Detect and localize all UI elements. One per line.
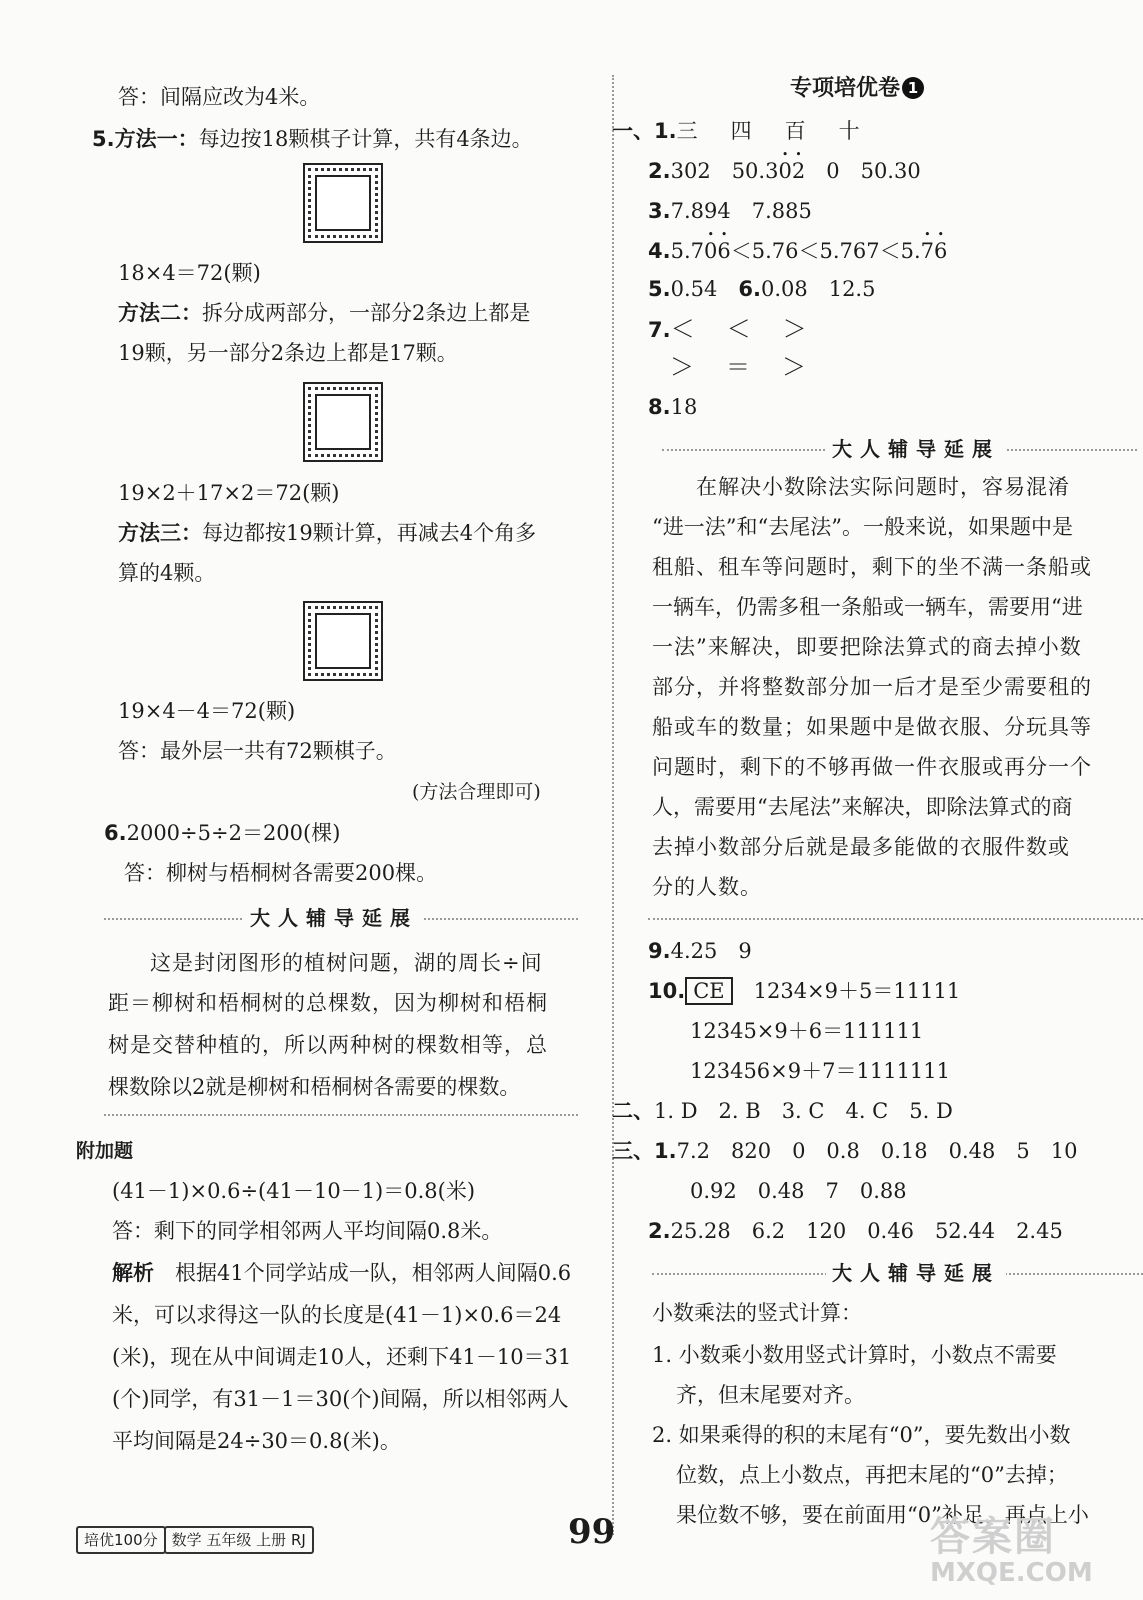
tip-text: 果位数不够，要在前面用“0”补足，再点上小 (676, 1503, 1089, 1527)
method-2-line: 方法二：拆分成两部分，一部分2条边上都是 (118, 301, 531, 325)
tip-text: “进一法”和“去尾法”。一般来说，如果题中是 (652, 515, 1073, 539)
tip-text: 位数，点上小数点，再把末尾的“0”去掉； (676, 1463, 1068, 1487)
analysis-line: (个)同学，有31－1＝30(个)间隔，所以相邻两人 (112, 1387, 569, 1411)
brand-tag: 培优100分 (76, 1526, 166, 1554)
extra-question-title: 附加题 (76, 1140, 134, 1162)
answer-line: 答：最外层一共有72颗棋子。 (118, 739, 397, 763)
analysis-line: 解析 根据41个同学站成一队，相邻两人间隔0.6 (112, 1261, 572, 1285)
q10-line: 123456×9＋7＝1111111 (690, 1059, 951, 1083)
tip-text: 人，需要用“去尾法”来解决，即除法算式的商 (652, 795, 1073, 819)
tip-text: 问题时，剩下的不够再做一件衣服或再分一个 (652, 755, 1092, 779)
part-3-q2: 2.25.28 6.2 120 0.46 52.44 2.45 (648, 1219, 1063, 1243)
analysis-line: (米)，现在从中间调走10人，还剩下41－10＝31 (112, 1345, 572, 1369)
method-3-line: 方法三：每边都按19颗计算，再减去4个角多 (118, 521, 537, 545)
tip-text: 去掉小数部分后就是最多能做的衣服件数或 (652, 835, 1070, 859)
band-title: 大人辅导延展 (826, 436, 1006, 462)
q4: 4.5.7• 0• 6＜5.76＜5.767＜5.• 7• 6 (648, 236, 947, 266)
answer-box: CE (685, 977, 732, 1005)
section-title: 专项培优卷 1 (790, 74, 924, 104)
column-divider (612, 75, 614, 1535)
extra-answer: 答：剩下的同学相邻两人平均间隔0.8米。 (112, 1219, 503, 1243)
tip-text: 在解决小数除法实际问题时，容易混淆 (696, 475, 1070, 499)
tip-text: 1. 小数乘小数用竖式计算时，小数点不需要 (652, 1343, 1057, 1367)
q10: 10. CE 1234×9＋5＝11111 (648, 979, 961, 1003)
tutor-extension-band (104, 905, 578, 931)
answer-line: 答：间隔应改为4米。 (118, 85, 321, 109)
question-6: 6.2000÷5÷2＝200(棵) (104, 821, 341, 845)
answer-line: 答：柳树与梧桐树各需要200棵。 (124, 861, 438, 885)
tip-text: 距＝柳树和梧桐树的总棵数，因为柳树和梧桐 (108, 991, 548, 1015)
footer-label (76, 1526, 314, 1554)
book-info-tag: 数学 五年级 上册 RJ (164, 1526, 314, 1554)
tip-text: 齐，但末尾要对齐。 (676, 1383, 865, 1407)
tip-text: 这是封闭图形的植树问题，湖的周长÷间 (150, 951, 543, 975)
note: (方法合理即可) (412, 781, 541, 803)
calc-line: 19×2＋17×2＝72(颗) (118, 481, 340, 505)
analysis-line: 平均间隔是24÷30＝0.8(米)。 (112, 1429, 401, 1453)
chessboard-square-figure (303, 601, 383, 681)
tip-text: 2. 如果乘得的积的末尾有“0”，要先数出小数 (652, 1423, 1071, 1447)
tip-text: 一辆车，仍需多租一条船或一辆车，需要用“进 (652, 595, 1083, 619)
q10-line: 12345×9＋6＝111111 (690, 1019, 924, 1043)
q7: 7.＜ ＜ ＞ (648, 315, 811, 343)
q5-q6: 5.0.54 6.0.08 12.5 (648, 277, 876, 301)
tip-text: 小数乘法的竖式计算： (652, 1301, 862, 1325)
part-3-q1-line: 0.92 0.48 7 0.88 (690, 1179, 907, 1203)
number-badge-icon: 1 (902, 77, 924, 99)
page-number: 99 (568, 1512, 616, 1552)
tutor-extension-band (662, 436, 1137, 462)
part-2: 二、1. D 2. B 3. C 4. C 5. D (612, 1099, 953, 1123)
dotted-divider (104, 1114, 578, 1116)
chessboard-square-figure (303, 163, 383, 243)
tip-text: 一法”来解决，即要把除法算式的商去掉小数 (652, 635, 1082, 659)
analysis-line: 米，可以求得这一队的长度是(41－1)×0.6＝24 (112, 1303, 562, 1327)
tip-text: 部分，并将整数部分加一后才是至少需要租的 (652, 675, 1092, 699)
part-3-q1: 三、1.7.2 820 0 0.8 0.18 0.48 5 10 (612, 1139, 1078, 1163)
tip-text: 树是交替种植的，所以两种树的棵数相等，总 (108, 1033, 548, 1057)
method-2-line-2: 19颗，另一部分2条边上都是17颗。 (118, 341, 458, 365)
q8: 8.18 (648, 395, 698, 419)
q2: 2.302 50.3• 0• 2 0 50.30 (648, 156, 921, 186)
q9: 9.4.25 9 (648, 939, 752, 963)
q7-row-2: ＞ ＝ ＞ (670, 353, 810, 381)
question-5: 5.方法一：每边按18颗棋子计算，共有4条边。 (92, 127, 533, 151)
tutor-extension-band (652, 1260, 1143, 1286)
tip-text: 船或车的数量；如果题中是做衣服、分玩具等 (652, 715, 1092, 739)
chessboard-square-figure (303, 382, 383, 462)
tip-text: 分的人数。 (652, 875, 762, 899)
band-title: 大人辅导延展 (826, 1260, 1006, 1286)
band-title: 大人辅导延展 (244, 905, 424, 931)
tip-text: 棵数除以2就是柳树和梧桐树各需要的棵数。 (108, 1075, 521, 1099)
calc-line: 18×4＝72(颗) (118, 261, 261, 285)
method-3-line-2: 算的4颗。 (118, 561, 216, 585)
watermark-logo: 答案圈 MXQE.COM (930, 1514, 1093, 1588)
calc-line: 19×4－4＝72(颗) (118, 699, 296, 723)
q3: 3.7.894 7.885 (648, 199, 812, 223)
extra-calc: (41－1)×0.6÷(41－10－1)＝0.8(米) (112, 1179, 476, 1203)
dotted-divider (648, 918, 1143, 920)
part-1-q1: 一、1.三 四 百 十 (612, 119, 866, 143)
tip-text: 租船、租车等问题时，剩下的坐不满一条船或 (652, 555, 1092, 579)
